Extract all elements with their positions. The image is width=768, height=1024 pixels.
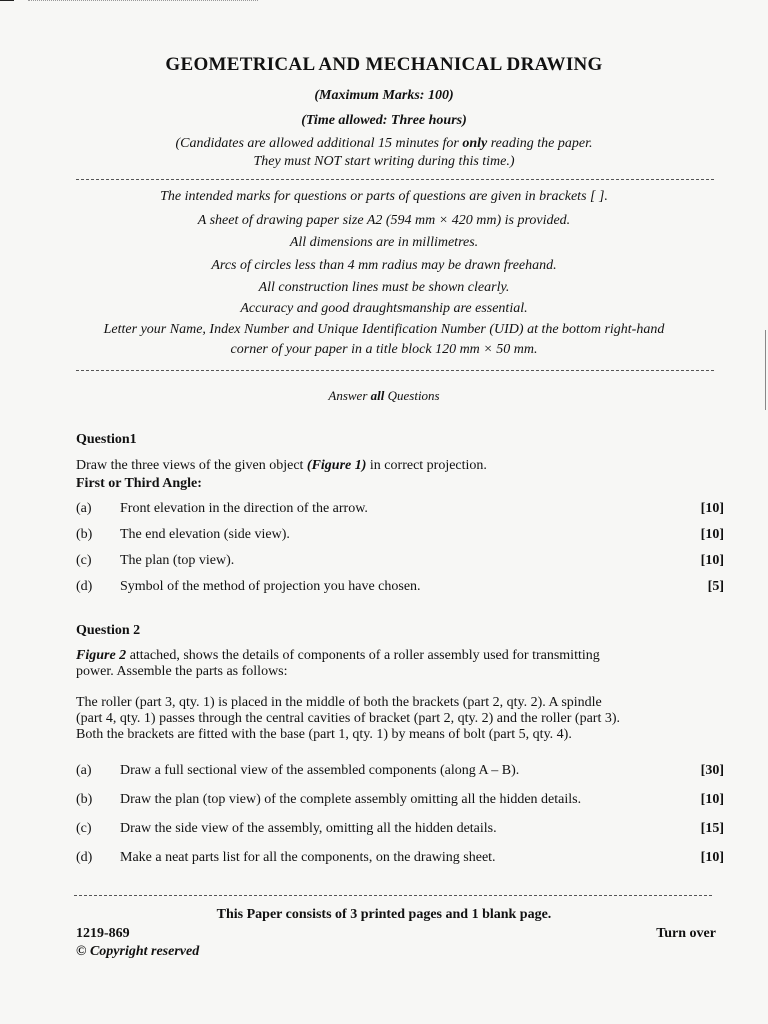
item-label: (a) xyxy=(76,501,92,516)
turn-over-note: Turn over xyxy=(656,926,716,941)
q2-desc-line: (part 4, qty. 1) passes through the central cavities of bracket (part 2, qty. 2) and the roller (part 3). xyxy=(76,711,620,726)
item-label: (d) xyxy=(76,579,93,594)
item-text: Draw the side view of the assembly, omitting all the hidden details. xyxy=(120,821,497,836)
q2-desc-line: Both the brackets are fitted with the base (part 1, qty. 1) by means of bolt (part 5, qty. 4). xyxy=(76,727,572,742)
instruction-line: A sheet of drawing paper size A2 (594 mm × 420 mm) is provided. xyxy=(197,213,571,228)
item-label: (b) xyxy=(76,792,93,807)
page-count-note: This Paper consists of 3 printed pages and 1 blank page. xyxy=(216,907,552,922)
instruction-line: corner of your paper in a title block 120 mm × 50 mm. xyxy=(230,342,538,357)
item-label: (a) xyxy=(76,763,92,778)
q2-item xyxy=(76,763,724,781)
instruction-line: Accuracy and good draughtsmanship are essential. xyxy=(240,301,528,316)
item-text: Symbol of the method of projection you have chosen. xyxy=(120,579,421,594)
item-marks: [10] xyxy=(700,553,724,568)
q1-item xyxy=(76,579,724,597)
paper-title: GEOMETRICAL AND MECHANICAL DRAWING xyxy=(165,54,603,75)
q1-item xyxy=(76,501,724,519)
item-marks: [10] xyxy=(700,501,724,516)
answer-note-part: Answer xyxy=(328,388,371,403)
item-marks: [30] xyxy=(700,763,724,778)
instruction-line: All construction lines must be shown clearly. xyxy=(258,280,510,295)
item-marks: [10] xyxy=(700,792,724,807)
item-label: (b) xyxy=(76,527,93,542)
item-label: (d) xyxy=(76,850,93,865)
q2-item xyxy=(76,850,724,868)
instruction-line: All dimensions are in millimetres. xyxy=(289,235,479,250)
item-label: (c) xyxy=(76,821,92,836)
time-allowed: (Time allowed: Three hours) xyxy=(301,113,467,128)
question-1-heading: Question1 xyxy=(76,432,137,447)
item-text: Make a neat parts list for all the components, on the drawing sheet. xyxy=(120,850,496,865)
question-2-heading: Question 2 xyxy=(76,623,141,638)
candidates-note-line2: They must NOT start writing during this time.) xyxy=(253,154,515,169)
q2-item xyxy=(76,792,724,810)
item-marks: [5] xyxy=(707,579,724,594)
question-1-intro xyxy=(76,458,676,474)
q1-intro-part: Draw the three views of the given object xyxy=(76,458,307,473)
answer-note-part: Questions xyxy=(384,388,440,403)
item-marks: [15] xyxy=(700,821,724,836)
q2-intro-part: attached, shows the details of components of a roller assembly used for transmitting xyxy=(126,648,600,663)
q1-item xyxy=(76,553,724,571)
candidates-note-part: (Candidates are allowed additional 15 minutes for xyxy=(175,136,463,151)
item-marks: [10] xyxy=(700,850,724,865)
page-edge-mark xyxy=(0,0,14,1)
item-marks: [10] xyxy=(700,527,724,542)
instruction-line: The intended marks for questions or parts of questions are given in brackets [ ]. xyxy=(160,189,608,204)
item-label: (c) xyxy=(76,553,92,568)
question-2-intro xyxy=(76,648,676,680)
q1-item xyxy=(76,527,724,545)
candidates-note-emphasis: only xyxy=(462,136,488,151)
projection-angle-label: First or Third Angle: xyxy=(76,476,202,491)
q2-figure-ref: Figure 2 xyxy=(76,648,127,663)
q1-intro-part: in correct projection. xyxy=(366,458,487,473)
q1-figure-ref: (Figure 1) xyxy=(306,458,367,473)
faint-header-marks xyxy=(28,0,258,3)
candidates-note-part: reading the paper. xyxy=(487,136,593,151)
item-text: Front elevation in the direction of the arrow. xyxy=(120,501,368,516)
item-text: Draw a full sectional view of the assembled components (along A – B). xyxy=(120,763,520,778)
max-marks: (Maximum Marks: 100) xyxy=(314,88,454,103)
divider xyxy=(76,179,714,180)
item-text: The plan (top view). xyxy=(120,553,235,568)
q2-desc-line: The roller (part 3, qty. 1) is placed in the middle of both the brackets (part 2, qty. 2). A spindle xyxy=(76,695,602,710)
divider xyxy=(76,370,714,371)
copyright-note: © Copyright reserved xyxy=(76,944,200,959)
answer-all-note xyxy=(0,388,768,404)
answer-note-emphasis: all xyxy=(370,388,385,403)
paper-code: 1219-869 xyxy=(76,926,130,941)
divider xyxy=(74,895,712,896)
candidates-note-line1 xyxy=(0,136,768,152)
instruction-line: Letter your Name, Index Number and Unique Identification Number (UID) at the bottom right-hand xyxy=(103,322,665,337)
q2-intro-part: power. Assemble the parts as follows: xyxy=(76,664,288,679)
instruction-line: Arcs of circles less than 4 mm radius may be drawn freehand. xyxy=(211,258,557,273)
item-text: The end elevation (side view). xyxy=(120,527,290,542)
question-2-description xyxy=(76,695,696,743)
q2-item xyxy=(76,821,724,839)
item-text: Draw the plan (top view) of the complete assembly omitting all the hidden details. xyxy=(120,792,582,807)
